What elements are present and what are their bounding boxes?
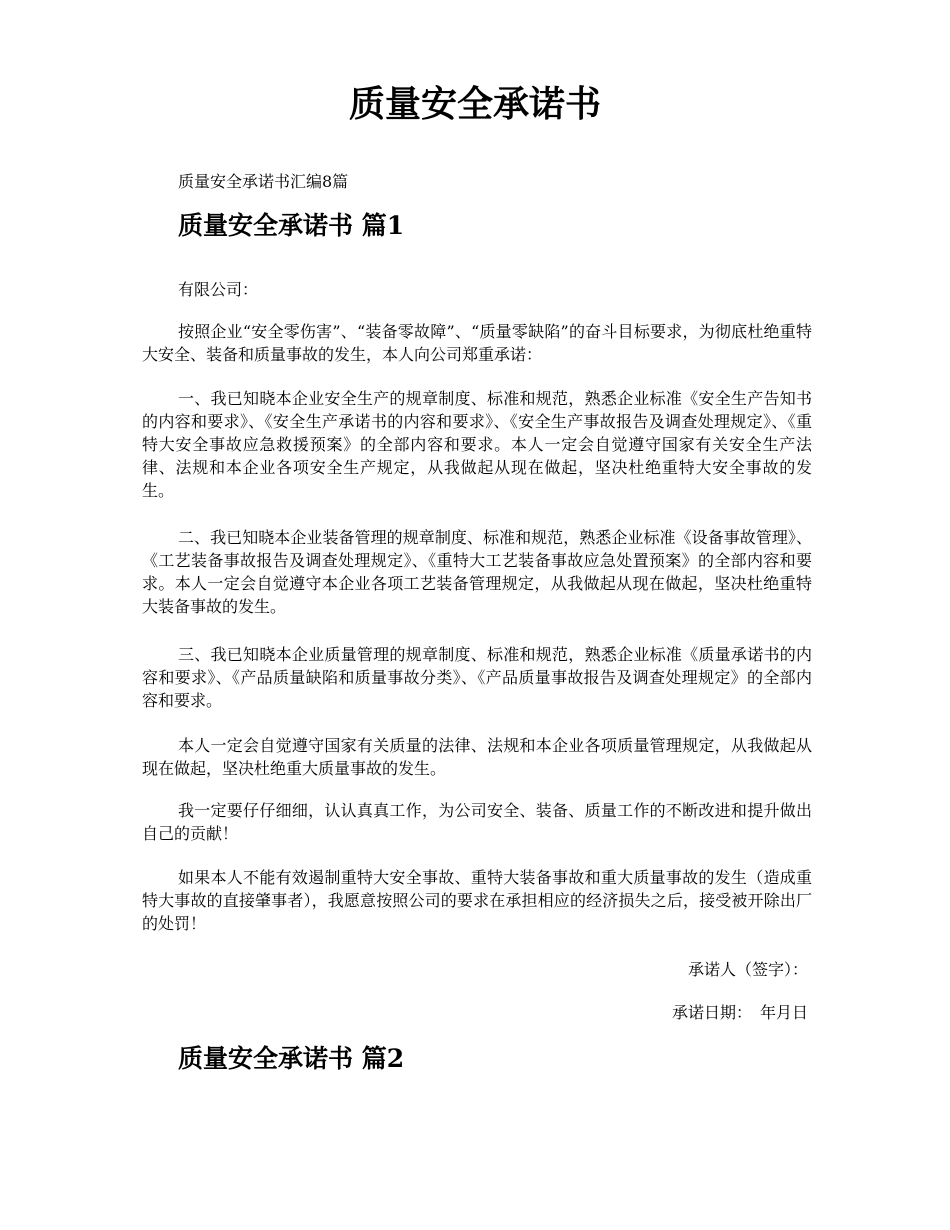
paragraph: 二、我已知晓本企业装备管理的规章制度、标准和规范，熟悉企业标准《设备事故管理》、《工艺装备事故报告及调查处理规定》、《重特大工艺装备事故应急处置预案》的全部内容和要求。本人一定会自觉遵守本企业各项工艺装备管理规定，从我做起从现在做起，坚决杜绝重特大装备事故的发生。 bbox=[142, 528, 812, 616]
paragraph: 一、我已知晓本企业安全生产的规章制度、标准和规范，熟悉企业标准《安全生产告知书的内容和要求》、《安全生产承诺书的内容和要求》、《安全生产事故报告及调查处理规定》、《重特大安全事故应急救援预案》的全部内容和要求。本人一定会自觉遵守国家有关安全生产法律、法规和本企业各项安全生产规定，从我做起从现在做起，坚决杜绝重特大安全事故的发生。 bbox=[142, 389, 812, 500]
document-intro: 质量安全承诺书汇编8篇 bbox=[178, 172, 349, 191]
document-title: 质量安全承诺书 bbox=[348, 83, 601, 125]
paragraph: 按照企业“安全零伤害”、“装备零故障”、“质量零缺陷”的奋斗目标要求，为彻底杜绝重特大安全、装备和质量事故的发生，本人向公司郑重承诺： bbox=[142, 322, 812, 364]
date-line: 承诺日期： 年月日 bbox=[671, 1003, 808, 1022]
section-heading-1: 质量安全承诺书 篇1 bbox=[178, 211, 405, 240]
section-heading-2: 质量安全承诺书 篇2 bbox=[178, 1044, 405, 1073]
signature-line: 承诺人（签字）： bbox=[687, 960, 808, 979]
salutation: 有限公司： bbox=[178, 280, 259, 299]
paragraph: 本人一定会自觉遵守国家有关质量的法律、法规和本企业各项质量管理规定，从我做起从现在做起，坚决杜绝重大质量事故的发生。 bbox=[142, 736, 812, 778]
paragraph: 三、我已知晓本企业质量管理的规章制度、标准和规范，熟悉企业标准《质量承诺书的内容和要求》、《产品质量缺陷和质量事故分类》、《产品质量事故报告及调查处理规定》的全部内容和要求。 bbox=[142, 645, 812, 710]
paragraph: 如果本人不能有效遏制重特大安全事故、重特大装备事故和重大质量事故的发生（造成重特大事故的直接肇事者），我愿意按照公司的要求在承担相应的经济损失之后，接受被开除出厂的处罚！ bbox=[142, 868, 812, 933]
paragraph: 我一定要仔仔细细，认认真真工作，为公司安全、装备、质量工作的不断改进和提升做出自己的贡献！ bbox=[142, 801, 812, 843]
